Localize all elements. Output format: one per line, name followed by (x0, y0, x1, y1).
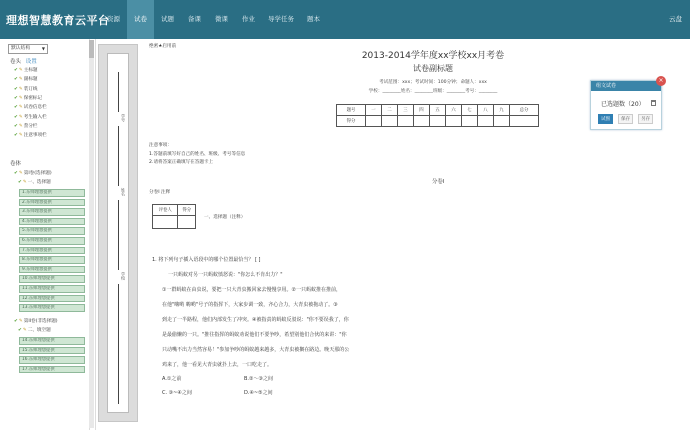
check-icon: ✔ (14, 123, 18, 129)
question-item[interactable]: 12.东师理想提供 (19, 295, 85, 303)
header-item-label: 保密标记 (23, 95, 43, 101)
score-header-cell: 六 (445, 105, 461, 116)
paper-subtitle[interactable]: 试卷副标题 (413, 64, 453, 73)
nav-item-7[interactable]: 题本 (307, 15, 320, 23)
pencil-icon: ✎ (18, 319, 23, 324)
structure-sidebar (0, 39, 90, 430)
binding-label-student-id: 学号 (121, 114, 126, 122)
question-item[interactable]: 6.东师理想提供 (19, 237, 85, 245)
check-icon: ✔ (18, 180, 22, 185)
pencil-icon: ✎ (18, 68, 23, 73)
group-item[interactable] (18, 327, 51, 333)
option-0[interactable]: A.①之前 (162, 376, 182, 382)
header-item-label: 副标题 (23, 77, 38, 83)
score-header-cell: 二 (381, 105, 397, 116)
score-value-cell (477, 116, 493, 127)
header-item[interactable] (14, 67, 38, 73)
header-item-label: 注意事项栏 (23, 133, 47, 139)
question-item[interactable]: 14.东师理想提供 (19, 337, 85, 345)
score-header-cell: 题号 (337, 105, 366, 116)
check-icon: ✔ (14, 105, 18, 111)
header-item-label: 主标题 (23, 68, 38, 73)
passage-line: 鸡来了，他一看见大青虫就扑上去，一口吃走了。 (162, 362, 273, 368)
score-header-cell: 九 (493, 105, 509, 116)
binding-line-segment (118, 126, 119, 186)
grader-header-row (153, 205, 196, 216)
view-button[interactable]: 试图 (598, 114, 613, 124)
header-item-label: 试卷信息栏 (23, 105, 47, 111)
part-item[interactable] (14, 170, 52, 176)
score-value-cell (413, 116, 429, 127)
score-value-cell (445, 116, 461, 127)
binding-line-segment (118, 72, 119, 112)
check-icon: ✔ (14, 133, 18, 139)
nav-item-1[interactable]: 试卷 (127, 0, 154, 39)
part-item-label: 第I卷(选择题) (23, 171, 52, 176)
notice-line: 1.答题前填写好自己的姓名、班级、考号等信息 (149, 152, 246, 157)
score-value-cell (461, 116, 477, 127)
header-item[interactable] (14, 95, 42, 101)
pencil-icon: ✎ (18, 95, 23, 101)
grader-table (152, 204, 196, 229)
score-value-cell: 得分 (337, 116, 366, 127)
header-section-label: 卷头 (10, 59, 22, 65)
secret-mark[interactable]: 绝密★启用前 (149, 44, 177, 49)
paper-student-info[interactable]: 学校：________姓名：________班级：________考号：________ (368, 89, 498, 94)
grader-value-cell (178, 216, 196, 229)
score-table[interactable] (336, 104, 539, 127)
nav-item-4[interactable]: 微课 (215, 15, 228, 23)
header-section-title (10, 57, 37, 65)
section-title[interactable]: 分卷I (432, 179, 445, 185)
check-icon: ✔ (18, 328, 22, 333)
question-item[interactable]: 10.东师理想提供 (19, 275, 85, 283)
question-item[interactable]: 4.东师理想提供 (19, 218, 85, 226)
pencil-icon: ✎ (22, 180, 27, 185)
question-item[interactable]: 8.东师理想提供 (19, 256, 85, 264)
nav-cloud-drive[interactable]: 云盘 (669, 15, 682, 23)
binding-inner (107, 53, 129, 413)
score-value-cell (493, 116, 509, 127)
header-item[interactable] (14, 132, 47, 138)
main-nav (100, 0, 327, 39)
section-note: 分卷I 注释 (149, 190, 171, 195)
header-settings-link[interactable]: 设置 (25, 59, 37, 65)
part-item-label: 第II卷(非选择题) (23, 319, 58, 324)
score-value-cell (397, 116, 413, 127)
nav-item-0[interactable]: 资源 (107, 15, 120, 23)
passage-line: ①一群蚂蚁在由虫说，要把一只大青虫搬回家去慢慢享用。②一只蚂蚁推在推前， (162, 287, 341, 293)
paper-title[interactable]: 2013-2014学年度xx学校xx月考卷 (361, 51, 505, 61)
passage-line: 到走了一半路程，他们内部发生了冲突。④被指责的蚂蚁反驳说："你不要误我了，你 (162, 317, 349, 323)
question-item[interactable]: 7.东师理想提供 (19, 247, 85, 255)
score-value-row (337, 116, 539, 127)
check-icon: ✔ (14, 114, 18, 120)
header-item-label: 誊分栏 (23, 123, 38, 129)
nav-item-5[interactable]: 作业 (242, 15, 255, 23)
header-item[interactable] (14, 104, 47, 110)
pencil-icon: ✎ (18, 123, 23, 129)
nav-item-3[interactable]: 备课 (188, 15, 201, 23)
group-item[interactable] (18, 179, 51, 185)
question-quote: 一只蚂蚁对另一只蚂蚁愤怒说："你怎么不肯出力？" (168, 272, 283, 278)
question-item[interactable]: 5.东师理想提供 (19, 227, 85, 235)
score-value-cell (365, 116, 381, 127)
option-2[interactable]: C. ③~④之间 (162, 390, 192, 396)
question-item[interactable]: 15.东师理想提供 (19, 347, 85, 355)
passage-line: 只动嘴不出力当然容易！"参加争吵的蚂蚁越来越多，大青虫被搁在路边。晚天那的公 (162, 347, 350, 353)
check-icon: ✔ (14, 95, 18, 101)
trash-icon[interactable] (651, 100, 656, 106)
sidebar-scrollbar-thumb[interactable] (89, 40, 94, 58)
grader-value-cell (153, 216, 178, 229)
score-header-cell: 八 (477, 105, 493, 116)
passage-line: 是最偷懒的一只。"推往指挥的蚂蚁劝说他们不要争吵，希望别他们合伙的来讲："你 (162, 332, 347, 338)
passage-line: 在他"嗨哟 嗨哟"号子的指挥下，大家步调一致，齐心合力，大青虫被拖动了。③ (162, 302, 338, 308)
paper-exam-info[interactable]: 考试范围：xxx；考试时间：100分钟；命题人：xxx (379, 80, 487, 85)
check-icon: ✔ (14, 68, 18, 73)
question-item[interactable]: 11.东师理想提供 (19, 285, 85, 293)
check-icon: ✔ (14, 171, 18, 176)
binding-line-segment (118, 284, 119, 404)
question-stem[interactable]: 1. 将下列句子插入语段中的哪个位置最恰当？ [ ] (152, 257, 261, 263)
pencil-icon: ✎ (18, 86, 23, 92)
question-item[interactable]: 9.东师理想提供 (19, 266, 85, 274)
binding-line-segment (118, 200, 119, 270)
save-as-button[interactable]: 另存 (638, 114, 653, 124)
binding-label-school: 学校 (121, 272, 126, 280)
check-icon: ✔ (14, 319, 18, 324)
question-item[interactable]: 3.东师理想提供 (19, 208, 85, 216)
question-item[interactable]: 17.东师理想提供 (19, 366, 85, 374)
score-header-cell: 总分 (509, 105, 538, 116)
panel-divider (95, 39, 96, 430)
nav-item-2[interactable]: 试题 (161, 15, 174, 23)
part-item[interactable] (14, 318, 58, 324)
panel-title: 组文试卷 (591, 81, 661, 91)
group-item-label: 二、填空题 (27, 328, 51, 333)
header-item-label: 装订线 (23, 86, 38, 92)
score-header-row (337, 105, 539, 116)
chevron-down-icon: ▼ (41, 46, 45, 51)
grader-header-cell: 得分 (178, 205, 196, 216)
header-item[interactable] (14, 86, 38, 92)
pencil-icon: ✎ (22, 328, 27, 333)
pencil-icon: ✎ (18, 114, 23, 120)
question-item[interactable]: 16.东师理想提供 (19, 356, 85, 364)
question-item[interactable]: 2.东师理想提供 (19, 199, 85, 207)
header-item[interactable] (14, 114, 47, 120)
score-header-cell: 七 (461, 105, 477, 116)
score-header-cell: 一 (365, 105, 381, 116)
score-value-cell (429, 116, 445, 127)
body-section-title: 卷体 (10, 161, 22, 167)
sidebar-scrollbar-track[interactable] (89, 40, 94, 428)
grader-value-row (153, 216, 196, 229)
structure-select-value: 默认结构 (11, 46, 31, 51)
close-icon[interactable]: × (656, 76, 666, 86)
score-value-cell (509, 116, 538, 127)
grader-header-cell: 评卷人 (153, 205, 178, 216)
binding-line-strip[interactable] (98, 44, 138, 422)
pencil-icon: ✎ (18, 105, 23, 111)
nav-item-6[interactable]: 导学任务 (268, 15, 294, 23)
exam-selection-panel (590, 77, 664, 130)
pencil-icon: ✎ (18, 171, 23, 176)
structure-select[interactable] (8, 44, 48, 54)
score-value-cell (381, 116, 397, 127)
pencil-icon: ✎ (18, 133, 23, 139)
save-button[interactable]: 保存 (618, 114, 633, 124)
binding-label-name: 姓名 (121, 188, 126, 196)
score-header-cell: 四 (413, 105, 429, 116)
question-item[interactable]: 1.东师理想提供 (19, 189, 85, 197)
question-item[interactable]: 13.东师理想提供 (19, 304, 85, 312)
group-item-label: 一、选择题 (27, 180, 51, 185)
app-logo-title: 理想智慧教育云平台 (6, 14, 110, 27)
score-header-cell: 五 (429, 105, 445, 116)
question-group-title[interactable]: 一、选择题（注释） (204, 215, 246, 220)
check-icon: ✔ (14, 86, 18, 92)
header-item[interactable] (14, 76, 38, 82)
pencil-icon: ✎ (18, 77, 23, 83)
option-1[interactable]: B.②～③之间 (244, 376, 273, 382)
score-header-cell: 三 (397, 105, 413, 116)
notice-line: 2.请将答案正确填写在答题卡上 (149, 160, 214, 165)
notice-title: 注意事项： (149, 143, 172, 148)
top-navigation-bar (0, 0, 690, 39)
header-item[interactable] (14, 123, 38, 129)
check-icon: ✔ (14, 77, 18, 83)
header-item-label: 考生输入栏 (23, 114, 47, 120)
selected-count: 已选题数（20） (601, 101, 645, 108)
option-3[interactable]: D.④~⑤之间 (244, 390, 273, 396)
